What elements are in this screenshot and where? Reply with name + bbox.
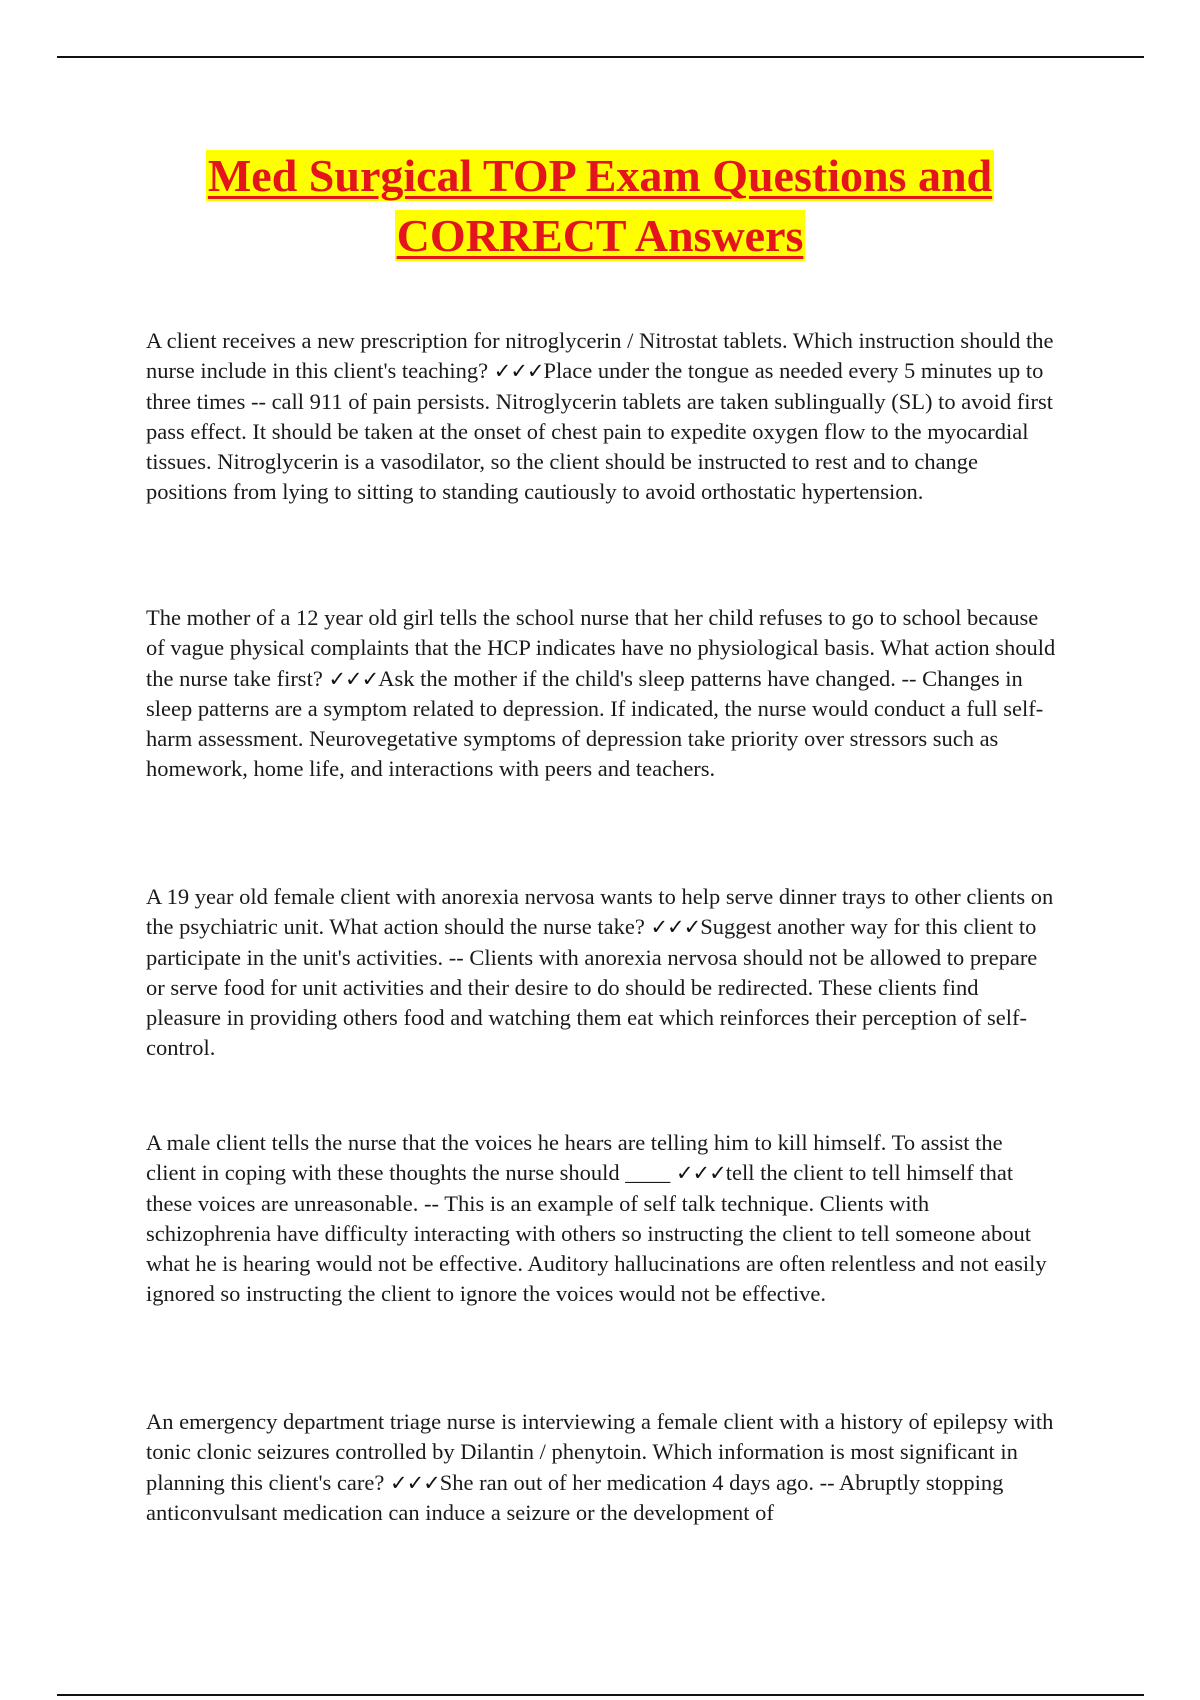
checkmark-icon: ✓✓✓ bbox=[328, 666, 379, 691]
checkmark-icon: ✓✓✓ bbox=[650, 915, 701, 940]
question-text: A 19 year old female client with anorexia nervosa wants to help serve dinner trays to other clients on the psychiatric unit. What action should the nurse take? bbox=[146, 884, 1054, 940]
answer-text: Suggest another way for this client to participate in the unit's activities. -- Clients with anorexia nervosa should not be allowed to prepare or serve food for unit activities and their desire to do should be redirected. These clients find pleasure in providing others food and watching them eat which reinforces their perception of self-control. bbox=[146, 914, 1038, 1061]
page-top-rule bbox=[57, 56, 1144, 58]
checkmark-icon: ✓✓✓ bbox=[389, 1470, 440, 1495]
answer-text: Place under the tongue as needed every 5 minutes up to three times -- call 911 of pain persists. Nitroglycerin tablets are taken sublingually (SL) to avoid first pass effect. It should be taken at the onset of chest pain to expedite oxygen flow to the myocardial tissues. Nitroglycerin is a vasodilator, so the client should be instructed to rest and to change positions from lying to sitting to standing cautiously to avoid orthostatic hypertension. bbox=[146, 358, 1054, 505]
qa-item-2 bbox=[146, 603, 1056, 785]
checkmark-icon: ✓✓✓ bbox=[493, 359, 544, 384]
answer-text: Ask the mother if the child's sleep patterns have changed. -- Changes in sleep patterns are a symptom related to depression. If indicated, the nurse would conduct a full self-harm assessment. Neurovegetative symptoms of depression take priority over stressors such as homework, home life, and interactions with peers and teachers. bbox=[146, 665, 1044, 782]
question-text: A client receives a new prescription for nitroglycerin / Nitrostat tablets. Which instruction should the nurse include in this client's teaching? bbox=[146, 328, 1054, 384]
question-text: The mother of a 12 year old girl tells the school nurse that her child refuses to go to school because of vague physical complaints that the HCP indicates have no physiological basis. What action should the nurse take first? bbox=[146, 605, 1056, 691]
page-bottom-rule bbox=[57, 1694, 1144, 1696]
question-text: An emergency department triage nurse is interviewing a female client with a history of epilepsy with tonic clonic seizures controlled by Dilantin / phenytoin. Which information is most significant in planning this client's care? bbox=[146, 1409, 1054, 1495]
question-text: A male client tells the nurse that the voices he hears are telling him to kill himself. To assist the client in coping with these thoughts the nurse should ____ bbox=[146, 1130, 1003, 1186]
answer-text: tell the client to tell himself that these voices are unreasonable. -- This is an example of self talk technique. Clients with schizophrenia have difficulty interacting with others so instructing the client to tell someone about what he is hearing would not be effective. Auditory hallucinations are often relentless and not easily ignored so instructing the client to ignore the voices would not be effective. bbox=[146, 1160, 1047, 1307]
qa-item-5 bbox=[146, 1407, 1056, 1528]
title-line-1: Med Surgical TOP Exam Questions and bbox=[207, 150, 993, 201]
qa-item-1 bbox=[146, 326, 1056, 508]
document-title bbox=[100, 146, 1100, 266]
checkmark-icon: ✓✓✓ bbox=[675, 1161, 726, 1186]
qa-item-4 bbox=[146, 1128, 1056, 1310]
title-line-2: CORRECT Answers bbox=[396, 210, 804, 261]
answer-text: She ran out of her medication 4 days ago. -- Abruptly stopping anticonvulsant medication can induce a seizure or the development of bbox=[146, 1469, 1004, 1525]
qa-item-3 bbox=[146, 882, 1056, 1064]
